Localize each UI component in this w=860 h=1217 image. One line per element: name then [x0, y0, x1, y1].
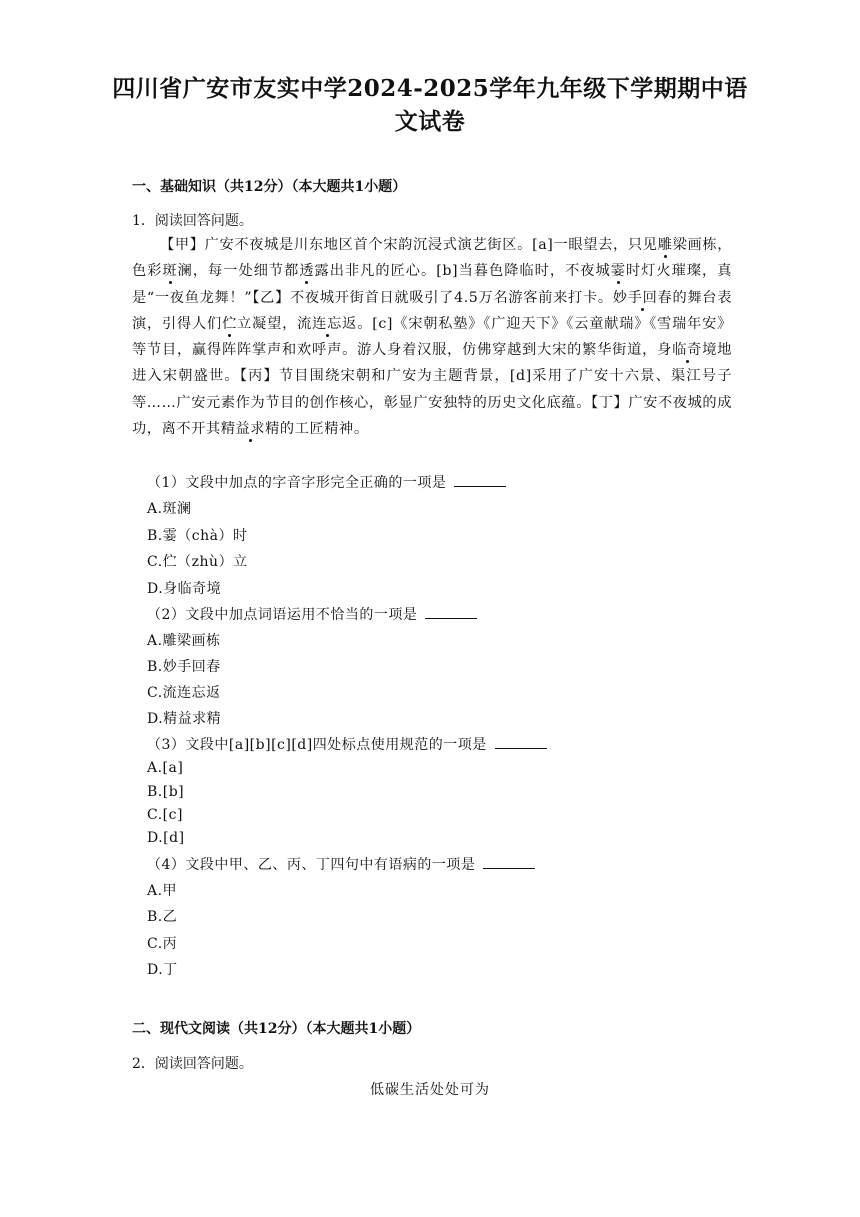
- dotted-word: 临奇: [672, 342, 703, 359]
- option[interactable]: A.雕梁画栋: [147, 633, 221, 649]
- section-1-heading: 一、基础知识（共12分）（本大题共1小题）: [132, 179, 407, 195]
- sub-question-1: （1）文段中加点的字音字形完全正确的一项是: [147, 472, 506, 492]
- option[interactable]: C.[c]: [147, 807, 183, 823]
- option[interactable]: D.[d]: [147, 830, 185, 846]
- dotted-char: 斑: [162, 263, 178, 280]
- dotted-word: 精益求精: [220, 421, 280, 438]
- option[interactable]: A.斑澜: [147, 501, 192, 517]
- dotted-char: 透: [299, 263, 315, 280]
- exam-title: [110, 72, 750, 138]
- option[interactable]: D.身临奇境: [147, 581, 222, 597]
- dotted-char: 伫: [222, 315, 238, 332]
- answer-blank[interactable]: [483, 856, 535, 869]
- option[interactable]: C.流连忘返: [147, 685, 221, 701]
- answer-blank[interactable]: [495, 736, 547, 749]
- sub-question-4: （4）文段中甲、乙、丙、丁四句中有语病的一项是: [147, 854, 535, 874]
- dotted-char: 雕: [657, 237, 673, 253]
- sub-question-3: （3）文段中[a][b][c][d]四处标点使用规范的一项是: [147, 734, 547, 754]
- dotted-char: 霎: [610, 263, 626, 280]
- sub-question-2: （2）文段中加点词语运用不恰当的一项是: [147, 604, 477, 624]
- article-title: 低碳生活处处可为: [370, 1082, 490, 1098]
- option[interactable]: C.丙: [147, 936, 178, 952]
- option[interactable]: A.[a]: [147, 760, 184, 776]
- answer-blank[interactable]: [454, 474, 506, 487]
- option[interactable]: A.甲: [147, 883, 178, 899]
- exam-title-line-1: 四川省广安市友实中学2024-2025学年九年级下学期期中语: [112, 75, 748, 102]
- dotted-word: 妙手回春: [612, 289, 673, 306]
- reading-passage: 【甲】广安不夜城是川东地区首个宋韵沉浸式演艺街区。[a]一眼望去，只见雕梁画栋，色彩斑澜，每一处细节都透露出非凡的匠心。[b]当暮色降临时，不夜城霎时灯火璀璨，真是“一夜鱼龙舞！”【乙】不夜城开街首日就吸引了4.5万名游客前来打卡。妙手回春的舞台表演，引得人们伫立凝望，流连忘返。[c]《宋朝私塾》《广迎天下》《云童献瑞》《雪瑞年安》等节目，赢得阵阵掌声和欢呼声。游人身着汉服，仿佛穿越到大宋的繁华街道，身临奇境地进入宋朝盛世。【丙】节目围绕宋朝和广安为主题背景，[d]采用了广安十六景、渠江号子等……广安元素作为节目的创作核心，彰显广安独特的历史文化底蕴。【丁】广安不夜城的成功，离不开其精益求精的工匠精神。: [132, 237, 732, 438]
- option[interactable]: C.伫（zhù）立: [147, 554, 248, 570]
- option[interactable]: B.[b]: [147, 784, 185, 800]
- dotted-word: 流连忘返: [297, 315, 358, 332]
- option[interactable]: B.乙: [147, 909, 178, 925]
- option[interactable]: B.妙手回春: [147, 659, 221, 675]
- option[interactable]: D.精益求精: [147, 711, 222, 727]
- question-2-number: 2．阅读回答问题。: [132, 1056, 253, 1072]
- question-1-number: 1．阅读回答问题。: [132, 213, 253, 229]
- option[interactable]: D.丁: [147, 962, 178, 978]
- exam-title-line-2: 文试卷: [394, 108, 466, 135]
- section-2-heading: 二、现代文阅读（共12分）（本大题共1小题）: [132, 1021, 421, 1037]
- option[interactable]: B.霎（chà）时: [147, 528, 248, 544]
- answer-blank[interactable]: [425, 606, 477, 619]
